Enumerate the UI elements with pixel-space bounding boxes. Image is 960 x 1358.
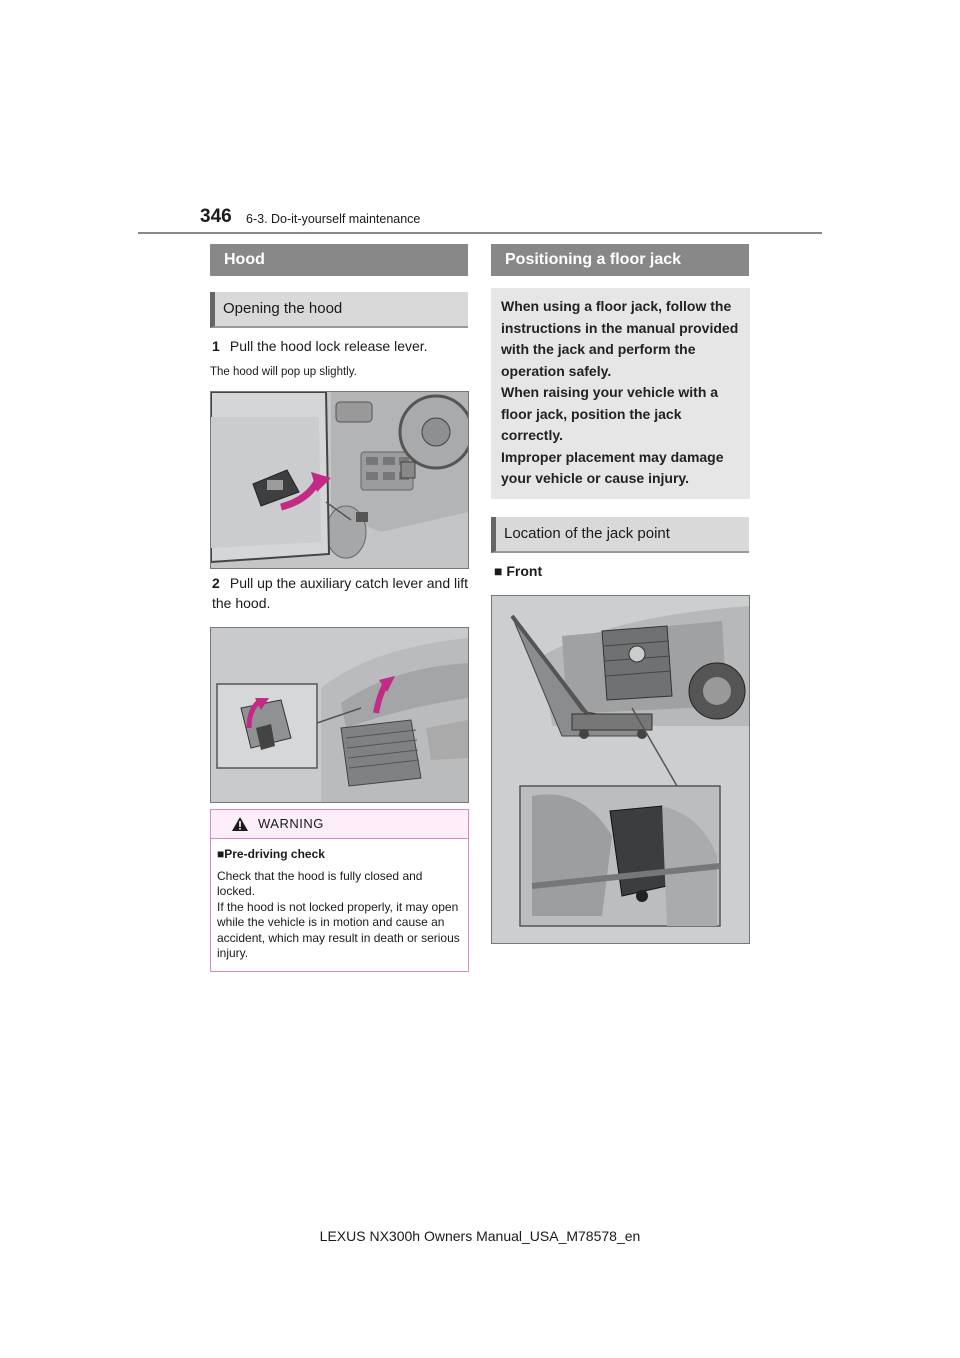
auxiliary-catch-illustration: [210, 627, 469, 803]
warning-box: [210, 809, 469, 972]
step-1-note: The hood will pop up slightly.: [210, 366, 357, 378]
warning-subheading-text: Pre-driving check: [224, 847, 325, 861]
warning-body: Check that the hood is fully closed and locked. If the hood is not locked properly, it may open while the vehicle is in motion and cause an accident, which may result in death or serious injury.: [217, 868, 460, 960]
front-label-text: Front: [506, 563, 543, 579]
front-label: [494, 561, 542, 581]
warning-title: WARNING: [258, 816, 324, 831]
step-1-text: Pull the hood lock release lever.: [229, 338, 428, 354]
warning-subheading: [217, 847, 462, 863]
hood-heading: Hood: [210, 244, 468, 276]
warning-header: [211, 810, 468, 839]
page-number: 346: [200, 206, 232, 227]
hood-release-lever-illustration: [210, 391, 469, 569]
step-1: [212, 336, 468, 356]
jack-point-illustration: [491, 595, 750, 944]
warning-body-container: [211, 839, 468, 962]
step-2-text: Pull up the auxiliary catch lever and lift the hood.: [212, 575, 469, 611]
opening-hood-subheading: Opening the hood: [210, 292, 468, 328]
step-1-number: 1: [212, 338, 220, 354]
floor-jack-intro: When using a floor jack, follow the instructions in the manual provided with the jack and perform the operation safely. When raising your vehicle with a floor jack, position the jack correctly. Improper placement may damage your vehicle or cause injury.: [491, 288, 750, 499]
warning-icon: [231, 816, 249, 832]
jack-point-subheading: Location of the jack point: [491, 517, 749, 553]
section-title: 6-3. Do-it-yourself maintenance: [246, 212, 421, 226]
bullet-square-icon: ■: [217, 847, 225, 861]
step-2: [212, 573, 468, 613]
step-2-number: 2: [212, 575, 220, 591]
bullet-square-icon: ■: [494, 563, 503, 579]
header-divider: [138, 232, 822, 234]
footer-manual-id: LEXUS NX300h Owners Manual_USA_M78578_en: [319, 1228, 641, 1244]
floor-jack-heading: Positioning a floor jack: [491, 244, 749, 276]
